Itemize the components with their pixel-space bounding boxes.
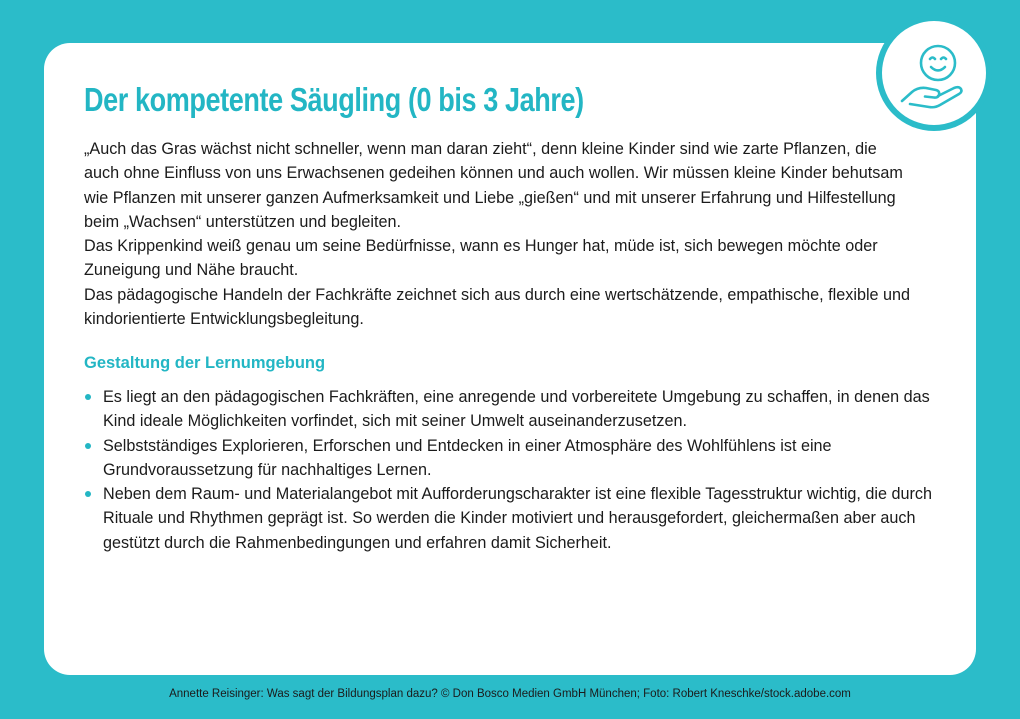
list-item-text: Neben dem Raum- und Materialangebot mit Aufforderungscharakter ist eine flexible Tagesstruktur wichtig, die durch Rituale und Rhythmen geprägt ist. So werden die Kinder motiviert und herausgefordert, gleichermaßen aber auch gestützt durch die Rahmenbedingungen und erfahren damit Sicherheit.	[103, 485, 932, 552]
list-item-text: Es liegt an den pädagogischen Fachkräften, eine anregende und vorbereitete Umgebung zu schaffen, in denen das Kind ideale Möglichkeiten vorfindet, sich mit seiner Umwelt auseinanderzusetzen.	[103, 388, 930, 431]
list-item	[84, 385, 944, 434]
list-item	[84, 482, 944, 555]
intro-paragraph: Das Krippenkind weiß genau um seine Bedürfnisse, wann es Hunger hat, müde ist, sich bewegen möchte oder Zuneigung und Nähe braucht.	[84, 237, 878, 280]
section-heading: Gestaltung der Lernumgebung	[84, 354, 326, 372]
bullet-icon	[85, 443, 91, 449]
intro-paragraph: Das pädagogische Handeln der Fachkräfte zeichnet sich aus durch eine wertschätzende, empathische, flexible und kindorientierte Entwicklungsbegleitung.	[84, 285, 911, 329]
content-card	[44, 43, 976, 675]
smiley-in-hand-icon	[876, 15, 992, 131]
list-item	[84, 434, 944, 483]
badge	[876, 15, 992, 131]
footer-credit: Annette Reisinger: Was sagt der Bildungsplan dazu? © Don Bosco Medien GmbH München; Foto: Robert Kneschke/stock.adobe.com	[169, 688, 851, 700]
intro-text	[84, 137, 914, 331]
intro-paragraph: „Auch das Gras wächst nicht schneller, wenn man daran zieht“, denn kleine Kinder sind wie zarte Pflanzen, die auch ohne Einfluss von uns Erwachsenen gedeihen können und auch wollen. Wir müssen kleine Kinder behutsam wie Pflanzen mit unserer ganzen Aufmerksamkeit und Liebe „gießen“ und mit unserer Erfahrung und Hilfestellung beim „Wachsen“ unterstützen und begleiten.	[84, 140, 903, 231]
list-item-text: Selbstständiges Explorieren, Erforschen und Entdecken in einer Atmosphäre des Wohlfühlens ist eine Grundvoraussetzung für nachhaltiges Lernen.	[103, 436, 832, 479]
bullet-list	[84, 385, 944, 555]
bullet-icon	[85, 491, 91, 497]
bullet-icon	[85, 394, 91, 400]
page-title: Der kompetente Säugling (0 bis 3 Jahre)	[84, 81, 584, 118]
